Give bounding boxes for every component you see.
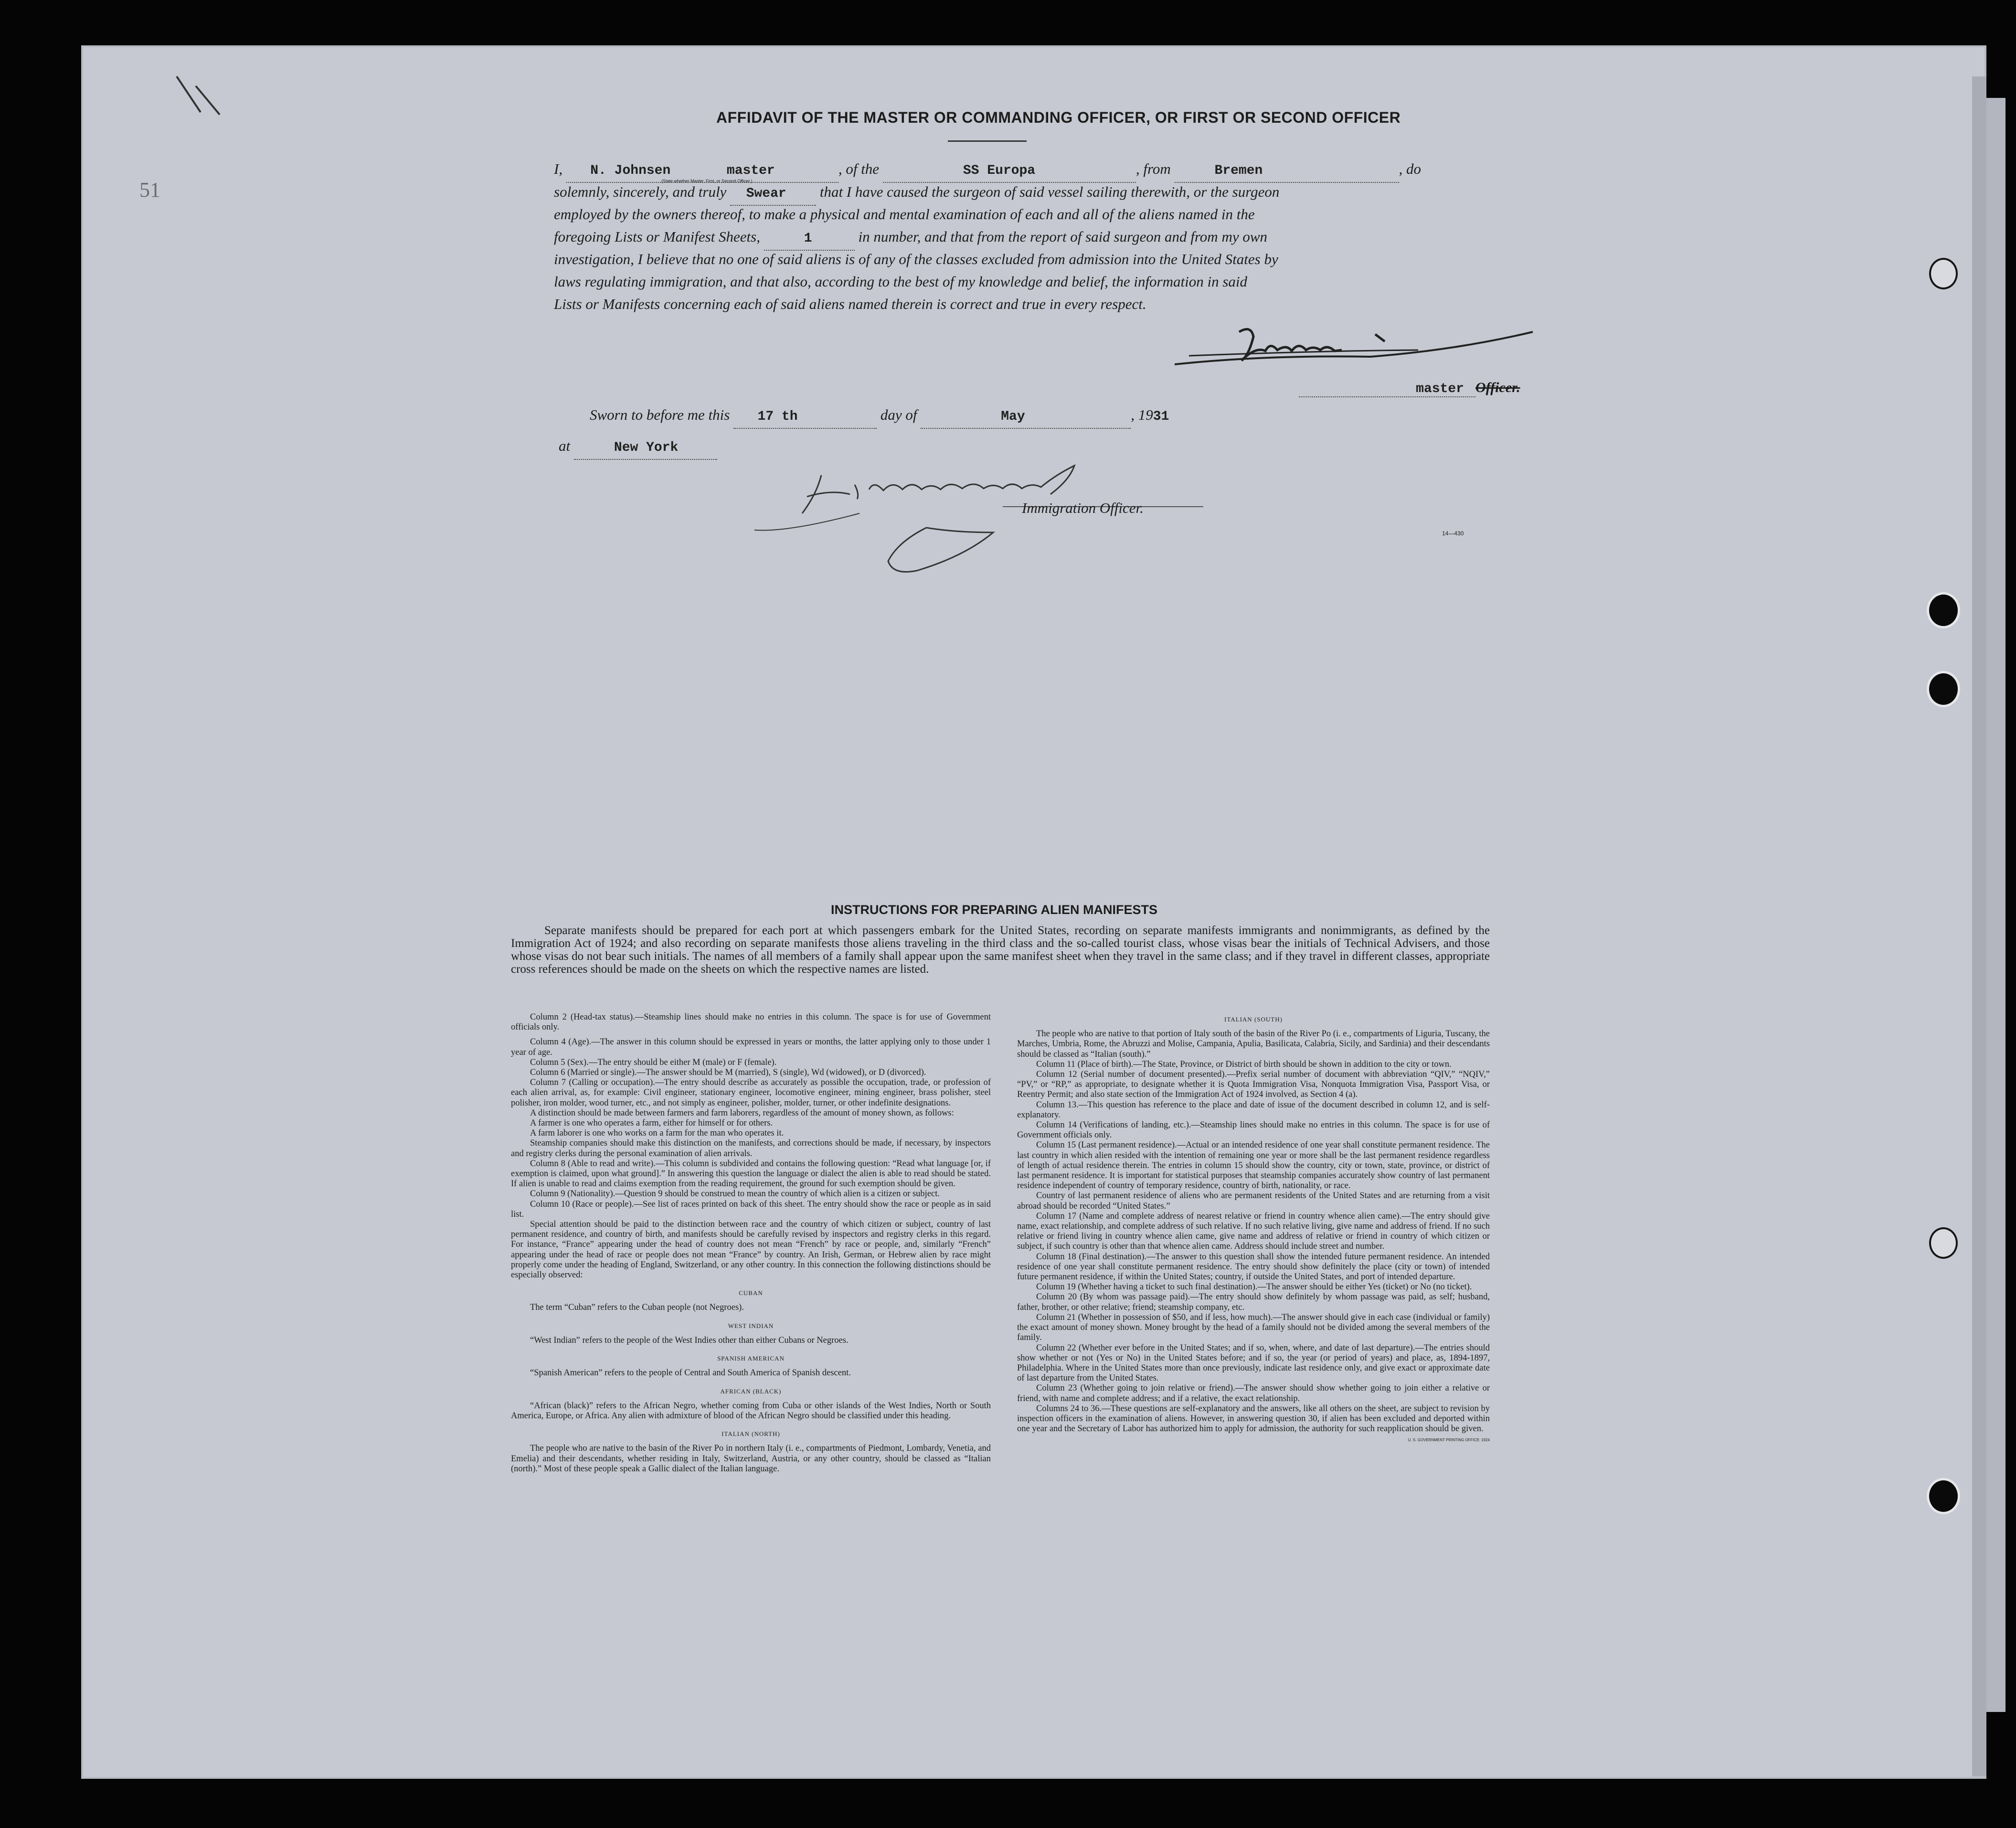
sworn-year: 31	[1153, 409, 1169, 424]
instruction-paragraph: Column 18 (Final destination).—The answer to this question shall show the intended future permanent residence. An intended residence of one year shall constitute permanent residence. The entry should show definitely the place (city or town) of intended future permanent residence, if within the United States; country, if outside the United States, and port of intended departure.	[1017, 1252, 1490, 1282]
instruction-paragraph: Column 20 (By whom was passage paid).—The entry should show definitely by whom passage was paid, as self; husband, father, brother, or other relative; friend; steamship company, etc.	[1017, 1292, 1490, 1312]
vessel-name: SS Europa	[963, 163, 1036, 178]
instruction-paragraph: Column 4 (Age).—The answer in this column should be expressed in years or months, the latter applying only to those under 1 year of age.	[511, 1037, 991, 1057]
instruction-paragraph: Column 9 (Nationality).—Question 9 should be construed to mean the country of which alien is a citizen or subject.	[530, 1189, 940, 1199]
binder-hole	[1929, 595, 1958, 626]
vessel-field	[883, 159, 1136, 183]
instruction-paragraph: Column 14 (Verifications of landing, etc.).—Steamship lines should make no entries in this column. The space is for use of Government officials only.	[1017, 1120, 1490, 1140]
binder-hole	[1929, 258, 1958, 289]
rank-note: (State whether Master, First, or Second Officer.)	[661, 179, 753, 183]
affidavit-line-7: Lists or Manifests concerning each of said aliens named therein is correct and true in every respect.	[554, 296, 1146, 312]
sworn-month: May	[1001, 409, 1025, 424]
printing-office-note: U. S. GOVERNMENT PRINTING OFFICE: 1924	[1408, 1438, 1490, 1443]
instructions-left-column	[511, 1012, 991, 1474]
corner-pen-mark	[167, 67, 244, 124]
oath-word: Swear	[746, 186, 786, 201]
oath-field	[730, 182, 816, 206]
instructions-intro: Separate manifests should be prepared for each port at which passengers embark for the United States, recording on separate manifests immigrants and nonimmigrants, as defined by the Immigration Act of 1924; and also recording on separate manifests those aliens traveling in the third class and the so-called tourist class, whose visas bear the initials of Technical Advisers, and those whose visas do not bear such initials. The names of all members of a family shall appear upon the same manifest sheet when they travel in the same class; and if they travel in different classes, appropriate cross references should be made on the sheets on which the respective names are listed.	[511, 924, 1490, 976]
instruction-paragraph: Special attention should be paid to the distinction between race and the country of which citizen or subject, country of last permanent residence, and country of birth, and manifests should be carefully revised by inspectors and registry clerks in this regard. For instance, “France” appearing under the head of country does not mean “French” by race or people, and, similarly “French” appearing under the head of race or people does not mean “France” by country. An Irish, German, or Hebrew alien by race might properly come under the heading of England, Switzerland, or any other country. In this connection the following distinctions should be especially observed:	[511, 1220, 991, 1280]
form-number: 14—430	[1442, 530, 1464, 537]
binder-hole	[1929, 1480, 1958, 1512]
sworn-line	[590, 404, 1169, 429]
master-signature-text	[1244, 337, 1245, 338]
instruction-paragraph: Column 2 (Head-tax status).—Steamship lines should make no entries in this column. The space is for use of Government officials only.	[511, 1012, 991, 1032]
sworn-place-line	[559, 435, 717, 460]
sworn-place: New York	[614, 440, 679, 455]
instruction-paragraph: Column 10 (Race or people).—See list of races printed on back of this sheet. The entry should show the race or people as in said list.	[511, 1199, 991, 1219]
sheet-count: 1	[804, 231, 812, 246]
word: Sworn to before me this	[590, 406, 730, 423]
word: , of the	[838, 160, 880, 177]
section-heading: CUBAN	[739, 1289, 763, 1297]
instruction-paragraph: “West Indian” refers to the people of the West Indies other than either Cubans or Negroes.	[530, 1335, 849, 1345]
sworn-day: 17 th	[757, 409, 798, 424]
instruction-paragraph: A distinction should be made between farmers and farm laborers, regardless of the amount of money shown, as follows:	[530, 1108, 954, 1118]
title-rule	[948, 140, 1027, 142]
section-heading: WEST INDIAN	[728, 1322, 774, 1329]
instruction-paragraph: “African (black)” refers to the African Negro, whether coming from Cuba or other islands of the West Indies, North or South America, Europe, or Africa. Any alien with admixture of blood of the African Negro should be classified under this heading.	[511, 1401, 991, 1421]
word: , do	[1399, 160, 1421, 177]
word: , from	[1135, 160, 1171, 177]
instruction-paragraph: Column 17 (Name and complete address of nearest relative or friend in country whence alien came).—The entry should give name, exact relationship, and complete address of such relative. If no such relative living, give name and address of friend. If no such relative or friend living in country whence alien came, give name and address of relative or friend in country of which citizen or subject, if such country is other than that whence alien came. Address should include street and number.	[1017, 1211, 1490, 1252]
word: day of	[880, 406, 917, 423]
instruction-paragraph: Column 8 (Able to read and write).—This column is subdivided and contains the following question: “Read what language [or, if exemption is claimed, upon what ground].” In answering this question the language or dialect the alien is able to read should be stated. If alien is unable to read and claims exemption from the reading requirement, the ground for such exemption should be given.	[511, 1158, 991, 1189]
instruction-paragraph: Column 12 (Serial number of document presented).—Prefix serial number of document with abbreviation “QIV,” “NQIV,” “PV,” or “RP,” as appropriate, to designate whether it is Quota Immigration Visa, Nonquota Immigration Visa, Passport Visa, or Reentry Permit; and also state section of the Immigration Act of 1924 involved, as Section 4 (a).	[1017, 1070, 1490, 1100]
instruction-paragraph: Column 13.—This question has reference to the place and date of issue of the document described in column 12, and is self-explanatory.	[1017, 1100, 1490, 1120]
instruction-paragraph: Column 15 (Last permanent residence).—Actual or an intended residence of one year shall constitute permanent residence. The last country in which alien resided with the intention of remaining one year or more shall be the last permanent residence regardless of length of actual residence therein. The entries in column 15 should show the country, city or town, state, province, or district of last permanent residence. It is important for statistical purposes that steamship companies accurately show country of last permanent residence independent of country of temporary residence, country of birth, nationality, or race.	[1017, 1140, 1490, 1191]
affidavit-line-5: investigation, I believe that no one of said aliens is of any of the classes excluded from admission into the United States by	[554, 251, 1278, 267]
immigration-officer-signature	[745, 461, 1213, 590]
instruction-paragraph: Column 23 (Whether going to join relative or friend).—The answer should show whether going to join either a relative or friend, with name and complete address; and if a relative, the exact relationship.	[1017, 1383, 1490, 1403]
master-rank: master	[726, 163, 775, 178]
sworn-month-field	[921, 405, 1131, 429]
instruction-paragraph: The term “Cuban” refers to the Cuban people (not Negroes).	[530, 1303, 744, 1313]
section-heading: AFRICAN (BLACK)	[720, 1387, 782, 1395]
affidavit-title: AFFIDAVIT OF THE MASTER OR COMMANDING OFFICER, OR FIRST OR SECOND OFFICER	[716, 109, 1401, 126]
word: that I have caused the surgeon of said vessel sailing therewith, or the surgeon	[819, 183, 1280, 200]
instruction-paragraph: The people who are native to that portion of Italy south of the basin of the River Po (i. e., compartments of Liguria, Tuscany, the Marches, Umbria, Rome, the Abruzzi and Molise, Campania, Apulia, Basilicata, Calabria, Sicily, and Sardinia) and their descendants should be classed as “Italian (south).”	[1017, 1029, 1490, 1059]
binder-hole	[1929, 1227, 1958, 1259]
from-port: Bremen	[1214, 163, 1263, 178]
affidavit-line-3: employed by the owners thereof, to make a physical and mental examination of each and all of the aliens named in the	[554, 206, 1255, 223]
instruction-paragraph: Steamship companies should make this distinction on the manifests, and corrections should be made, if necessary, by inspectors and registry clerks during the personal examination of alien arrivals.	[511, 1138, 991, 1158]
instruction-paragraph: Column 22 (Whether ever before in the United States; and if so, when, where, and date of last departure).—The entries should show whether or not (Yes or No) in the United States before; and if so, the year (or period of years) and place, as, 1894-1897, Philadelphia. Where in the United States more than once previously, indicate last residence only, and give exact or approximate date of last departure from the United States.	[1017, 1343, 1490, 1383]
instruction-paragraph: Column 5 (Sex).—The entry should be either M (male) or F (female).	[530, 1057, 777, 1067]
immigration-officer-signature-text	[812, 482, 815, 483]
word: foregoing Lists or Manifest Sheets,	[554, 228, 760, 245]
instruction-paragraph: A farm laborer is one who works on a farm for the man who operates it.	[530, 1128, 784, 1138]
affidavit-line-2	[554, 181, 1279, 206]
instructions-title: INSTRUCTIONS FOR PREPARING ALIEN MANIFESTS	[831, 903, 1158, 917]
instruction-paragraph: Columns 24 to 36.—These questions are self-explanatory and the answers, like all others on the sheet, are subject to revision by inspection officers in the examination of aliens. However, in answering question 30, if alien has been excluded and deported within one year and the Secretary of Labor has authorized him to apply for admission, the authority for such reapplication should be given.	[1017, 1403, 1490, 1434]
instruction-paragraph: A farmer is one who operates a farm, either for himself or for others.	[530, 1118, 773, 1128]
sworn-day-field	[733, 405, 877, 429]
master-name: N. Johnsen	[590, 163, 671, 178]
word: , 19	[1131, 406, 1153, 423]
instruction-paragraph: The people who are native to the basin of the River Po in northern Italy (i. e., compartments of Piedmont, Lombardy, Venetia, and Emelia) and their descendants, whether residing in Italy, Switzerland, Austria, or any other country, should be classed as “Italian (north).” Most of these people speak a Gallic dialect of the Italian language.	[511, 1444, 991, 1474]
master-signature	[1170, 322, 1542, 380]
binder-hole	[1929, 673, 1958, 705]
from-port-field	[1175, 159, 1399, 183]
section-heading: SPANISH AMERICAN	[717, 1355, 785, 1362]
word: at	[559, 437, 571, 454]
sworn-place-field	[574, 436, 717, 460]
word: solemnly, sincerely, and truly	[554, 183, 727, 200]
page-edge	[1986, 98, 2005, 1712]
instruction-paragraph: Country of last permanent residence of aliens who are permanent residents of the United States and are returning from a visit abroad should be recorded “United States.”	[1017, 1191, 1490, 1211]
instruction-paragraph: Column 6 (Married or single).—The answer should be M (married), S (single), Wd (widowed), or D (divorced).	[530, 1068, 926, 1078]
word: in number, and that from the report of said surgeon and from my own	[858, 228, 1268, 245]
affidavit-line-4	[554, 225, 1267, 251]
word: I,	[554, 160, 563, 177]
signer-title-field	[1299, 382, 1475, 397]
instruction-paragraph: Column 21 (Whether in possession of $50, and if less, how much).—The answer should give in each case (individual or family) the exact amount of money shown. Money brought by the head of a family should not be divided among the several members of the family.	[1017, 1312, 1490, 1343]
instruction-paragraph: Column 19 (Whether having a ticket to such final destination).—The answer should be either Yes (ticket) or No (no ticket).	[1036, 1282, 1472, 1292]
section-heading: ITALIAN (NORTH)	[722, 1430, 780, 1438]
immigration-officer-title: Immigration Officer.	[1022, 500, 1144, 516]
signer-title-line	[1299, 380, 1520, 397]
instruction-paragraph: Column 11 (Place of birth).—The State, Province, or District of birth should be shown in addition to the city or town.	[1036, 1059, 1452, 1069]
signer-title-struck: Officer.	[1475, 380, 1520, 395]
sheet-count-field	[764, 227, 855, 251]
corner-mark: 51	[139, 178, 160, 202]
instruction-paragraph: “Spanish American” refers to the people of Central and South America of Spanish descent.	[530, 1368, 851, 1378]
affidavit-line-6: laws regulating immigration, and that also, according to the best of my knowledge and belief, the information in said	[554, 273, 1248, 290]
signer-title: master	[1416, 382, 1464, 396]
stacked-page-edge	[1972, 76, 1986, 1776]
section-heading: ITALIAN (SOUTH)	[1224, 1016, 1283, 1023]
instructions-right-column	[1017, 1012, 1490, 1445]
instruction-paragraph: Column 7 (Calling or occupation).—The entry should describe as accurately as possible the occupation, trade, or profession of each alien arrival, as, for example: Civil engineer, stationary engineer, locomotive engineer, mining engineer, brass polisher, steel polisher, iron molder, wood turner, etc., and not simply as engineer, polisher, molder, turner, or other indefinite designations.	[511, 1078, 991, 1108]
